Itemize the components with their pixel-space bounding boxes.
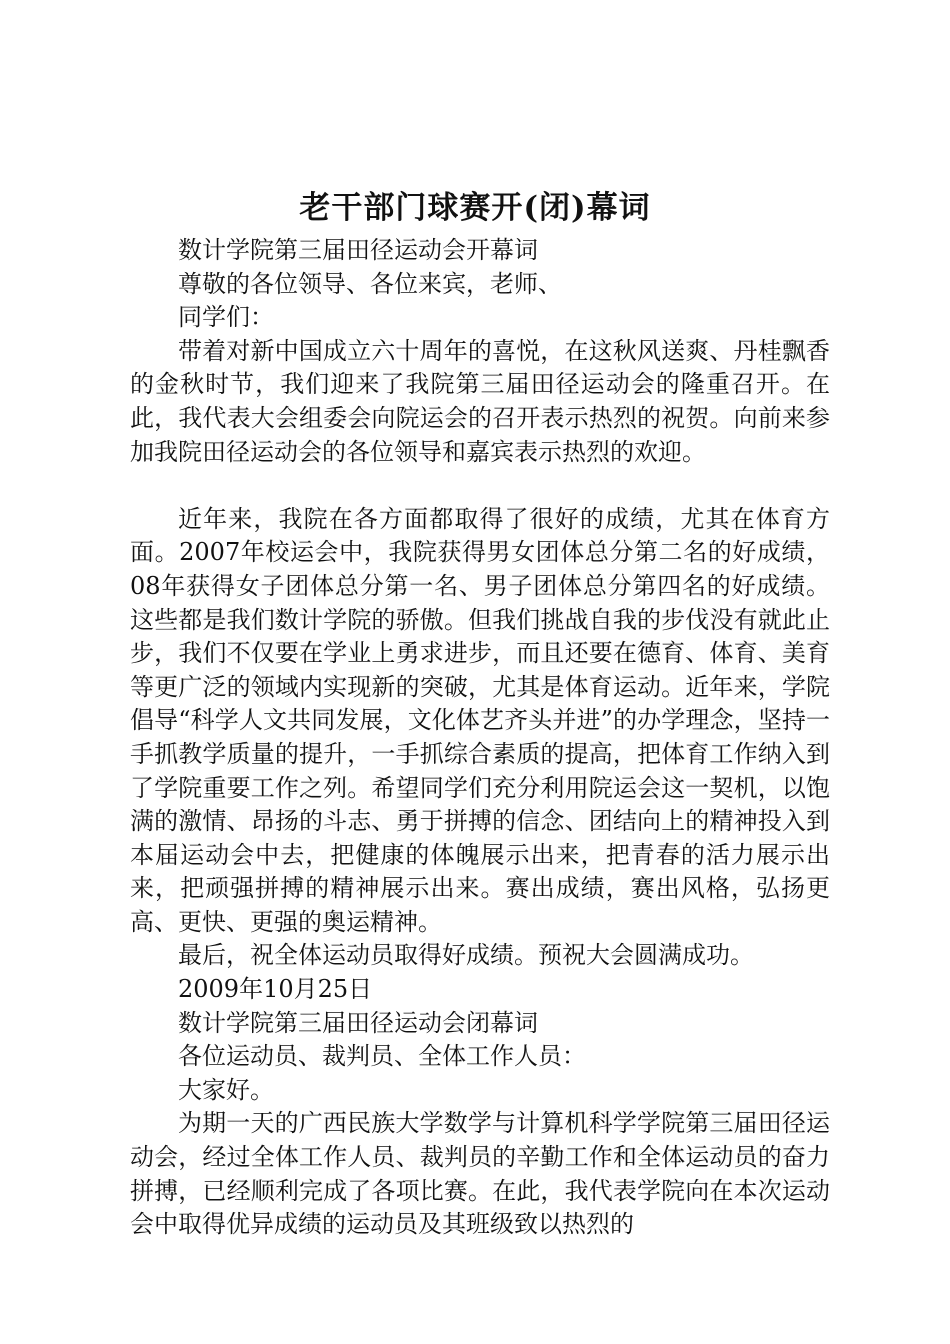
closing-summary-paragraph: 为期一天的广西民族大学数学与计算机科学学院第三届田径运动会，经过全体工作人员、裁判员的辛勤工作和全体运动员的奋力拼搏，已经顺利完成了各项比赛。在此，我代表学院向在本次运动会中取得优异成绩的运动员及其班级致以热烈的	[130, 1109, 830, 1239]
salutation-line-2: 同学们：	[178, 303, 274, 332]
document-title: 老干部门球赛开(闭)幕词	[299, 190, 651, 226]
greeting-line: 大家好。	[178, 1075, 274, 1104]
opening-speech-heading: 数计学院第三届田径运动会开幕词	[178, 236, 538, 264]
closing-speech-heading: 数计学院第三届田径运动会闭幕词	[178, 1008, 538, 1037]
salutation-line-1: 尊敬的各位领导、各位来宾，老师、	[178, 269, 562, 298]
closing-salutation: 各位运动员、裁判员、全体工作人员：	[178, 1042, 586, 1071]
achievements-paragraph: 近年来，我院在各方面都取得了很好的成绩，尤其在体育方面。2007年校运会中，我院获得男女团体总分第二名的好成绩，08年获得女子团体总分第一名、男子团体总分第四名的好成绩。这些都是我们数计学院的骄傲。但我们挑战自我的步伐没有就此止步，我们不仅要在学业上勇求进步，而且还要在德育、体育、美育等更广泛的领域内实现新的突破，尤其是体育运动。近年来，学院倡导“科学人文共同发展，文化体艺齐头并进”的办学理念，坚持一手抓教学质量的提升，一手抓综合素质的提高，把体育工作纳入到了学院重要工作之列。希望同学们充分利用院运会这一契机，以饱满的激情、昂扬的斗志、勇于拼搏的信念、团结向上的精神投入到本届运动会中去，把健康的体魄展示出来，把青春的活力展示出来，把顽强拼搏的精神展示出来。赛出成绩，赛出风格，弘扬更高、更快、更强的奥运精神。	[130, 504, 830, 936]
speech-date: 2009年10月25日	[178, 975, 373, 1004]
welcome-paragraph: 带着对新中国成立六十周年的喜悦，在这秋风送爽、丹桂飘香的金秋时节，我们迎来了我院第三届田径运动会的隆重召开。在此，我代表大会组委会向院运会的召开表示热烈的祝贺。向前来参加我院田径运动会的各位领导和嘉宾表示热烈的欢迎。	[130, 336, 830, 466]
document-body	[130, 234, 830, 1242]
paragraph-spacer	[130, 469, 830, 503]
closing-wish-paragraph: 最后，祝全体运动员取得好成绩。预祝大会圆满成功。	[178, 941, 754, 970]
